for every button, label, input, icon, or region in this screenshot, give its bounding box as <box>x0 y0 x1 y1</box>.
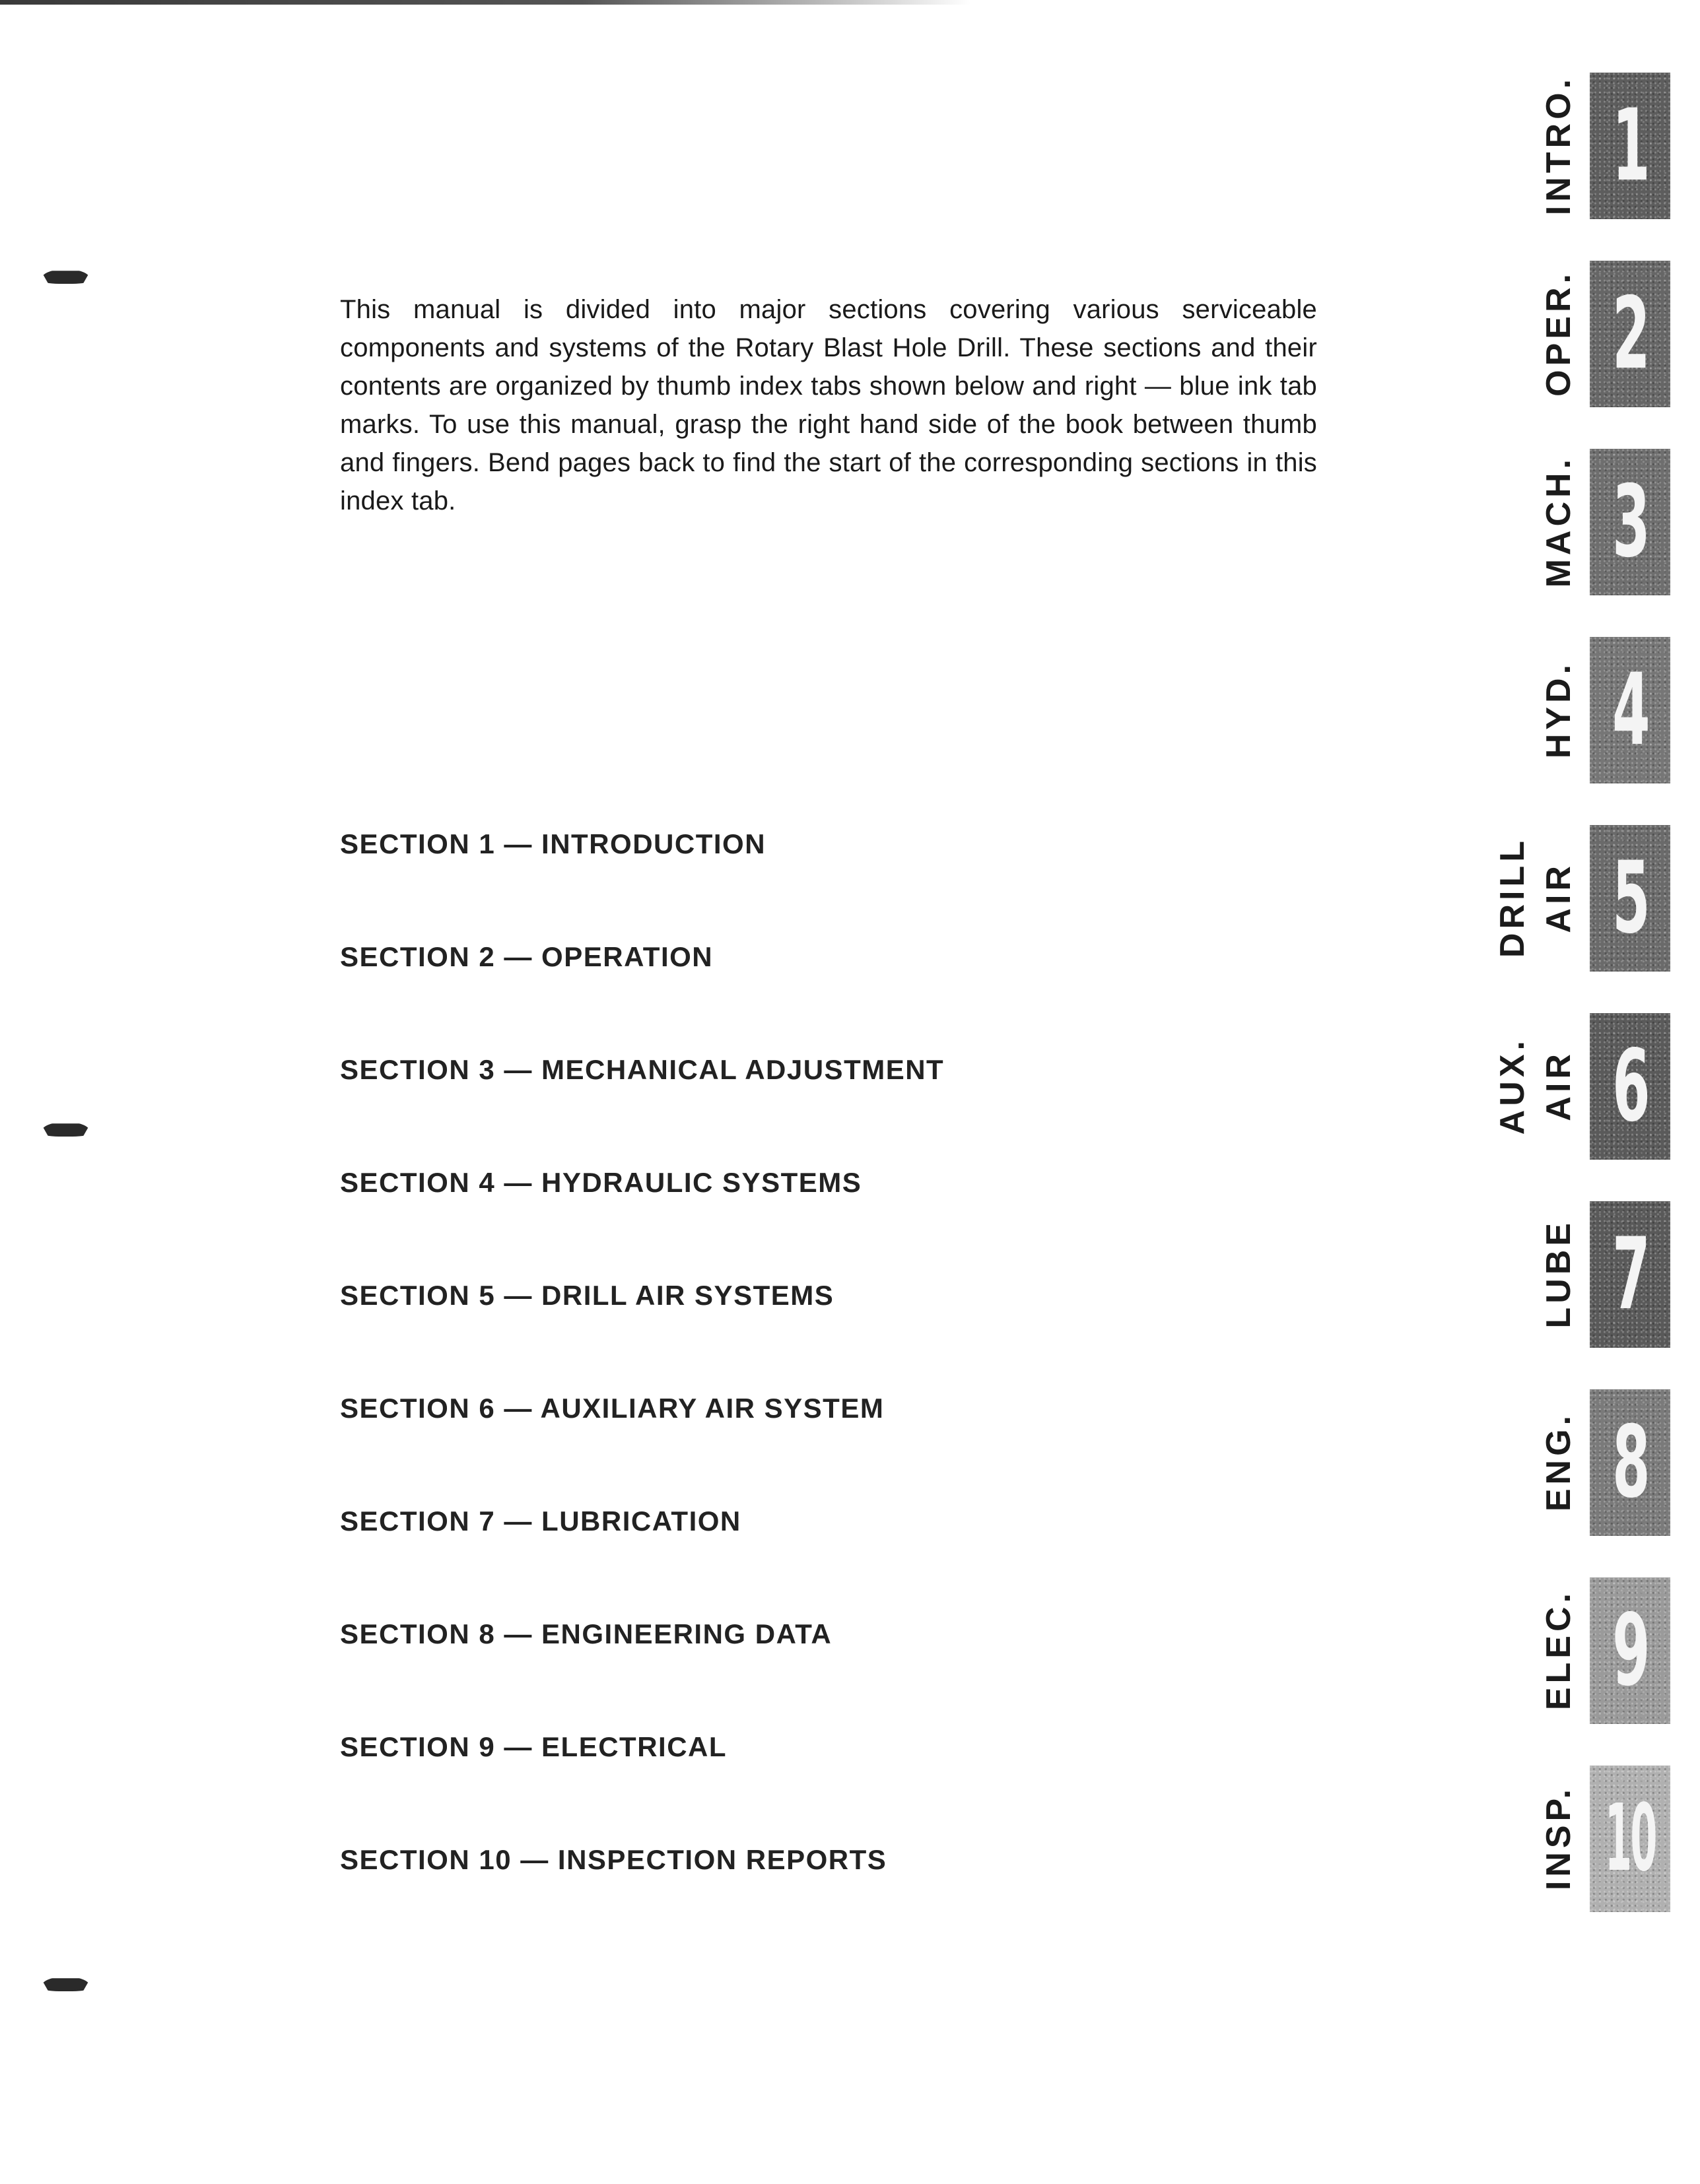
thumb-tab-label <box>1540 59 1578 231</box>
tab-label-line: AUX. <box>1493 1036 1532 1135</box>
section-item-4: SECTION 4 — HYDRAULIC SYSTEMS <box>340 1167 862 1198</box>
section-item-10: SECTION 10 — INSPECTION REPORTS <box>340 1844 887 1875</box>
thumb-tab-elec[interactable] <box>1485 1564 1683 1736</box>
tab-label-line: LUBE <box>1540 1219 1578 1329</box>
tab-label-line: INTRO. <box>1540 75 1578 216</box>
tab-number: 10 <box>1604 1785 1656 1892</box>
tab-number: 8 <box>1612 1405 1649 1520</box>
binder-punch-mark-middle <box>41 1122 90 1137</box>
section-item-2: SECTION 2 — OPERATION <box>340 941 714 972</box>
tab-number: 7 <box>1612 1217 1649 1332</box>
tab-number: 1 <box>1612 88 1649 203</box>
thumb-tab-oper[interactable] <box>1485 248 1683 419</box>
tab-number: 3 <box>1612 465 1649 579</box>
thumb-tab-hyd[interactable] <box>1485 624 1683 795</box>
section-list <box>340 825 1198 1954</box>
thumb-index-tabs <box>1485 59 1683 1973</box>
tab-number-block <box>1590 261 1670 407</box>
tab-number-block <box>1590 825 1670 972</box>
intro-paragraph: This manual is divided into major sections covering various serviceable components and systems of the Rotary Blast Hole Drill. These sections and their contents are organized by thumb index tabs shown below and right — blue ink tab marks. To use this manual, grasp the right hand side of the book between thumb and fingers. Bend pages back to find the start of the corresponding sections in this index tab. <box>340 295 1317 515</box>
section-item-9: SECTION 9 — ELECTRICAL <box>340 1731 728 1762</box>
thumb-tab-intro[interactable] <box>1485 59 1683 231</box>
tab-number-block <box>1590 1013 1670 1160</box>
thumb-tab-label <box>1540 1188 1578 1360</box>
section-item-3: SECTION 3 — MECHANICAL ADJUSTMENT <box>340 1054 945 1085</box>
tab-label-line: ELEC. <box>1540 1589 1578 1711</box>
section-item-7: SECTION 7 — LUBRICATION <box>340 1506 741 1537</box>
tab-number: 6 <box>1612 1029 1649 1144</box>
thumb-tab-eng[interactable] <box>1485 1376 1683 1548</box>
tab-label-line: HYD. <box>1540 660 1578 759</box>
thumb-tab-mach[interactable] <box>1485 436 1683 607</box>
thumb-tab-label <box>1540 248 1578 419</box>
tab-number: 9 <box>1612 1593 1649 1708</box>
section-item-6: SECTION 6 — AUXILIARY AIR SYSTEM <box>340 1393 885 1424</box>
tab-number-block <box>1590 1389 1670 1536</box>
binder-punch-mark-top <box>41 269 90 284</box>
thumb-tab-label <box>1540 1376 1578 1548</box>
thumb-tab-label <box>1540 436 1578 607</box>
binder-punch-mark-bottom <box>41 1977 90 1991</box>
tab-label-line: AIR <box>1540 1050 1578 1121</box>
tab-number-block <box>1590 449 1670 595</box>
tab-number-block <box>1590 1577 1670 1724</box>
tab-number: 2 <box>1612 277 1649 391</box>
tab-number-block <box>1590 1766 1670 1912</box>
thumb-tab-label <box>1493 812 1578 983</box>
tab-label-line: AIR <box>1540 862 1578 933</box>
tab-label-line: INSP. <box>1540 1785 1578 1891</box>
tab-number-block <box>1590 1201 1670 1348</box>
tab-number-block <box>1590 637 1670 783</box>
thumb-tab-drill-air[interactable] <box>1485 812 1683 983</box>
top-rule <box>0 0 970 5</box>
tab-number: 4 <box>1612 653 1649 768</box>
thumb-tab-label <box>1540 624 1578 795</box>
thumb-tab-aux-air[interactable] <box>1485 1000 1683 1172</box>
thumb-tab-label <box>1493 1000 1578 1172</box>
tab-number-block <box>1590 73 1670 219</box>
section-item-1: SECTION 1 — INTRODUCTION <box>340 828 766 859</box>
tab-label-line: DRILL <box>1493 837 1532 958</box>
thumb-tab-lube[interactable] <box>1485 1188 1683 1360</box>
tab-label-line: ENG. <box>1540 1412 1578 1512</box>
tab-label-line: OPER. <box>1540 270 1578 397</box>
tab-number: 5 <box>1612 841 1649 956</box>
thumb-tab-insp[interactable] <box>1485 1752 1683 1924</box>
tab-label-line: MACH. <box>1540 455 1578 588</box>
section-item-5: SECTION 5 — DRILL AIR SYSTEMS <box>340 1280 834 1311</box>
thumb-tab-label <box>1540 1564 1578 1736</box>
thumb-tab-label <box>1540 1752 1578 1924</box>
section-item-8: SECTION 8 — ENGINEERING DATA <box>340 1618 833 1649</box>
